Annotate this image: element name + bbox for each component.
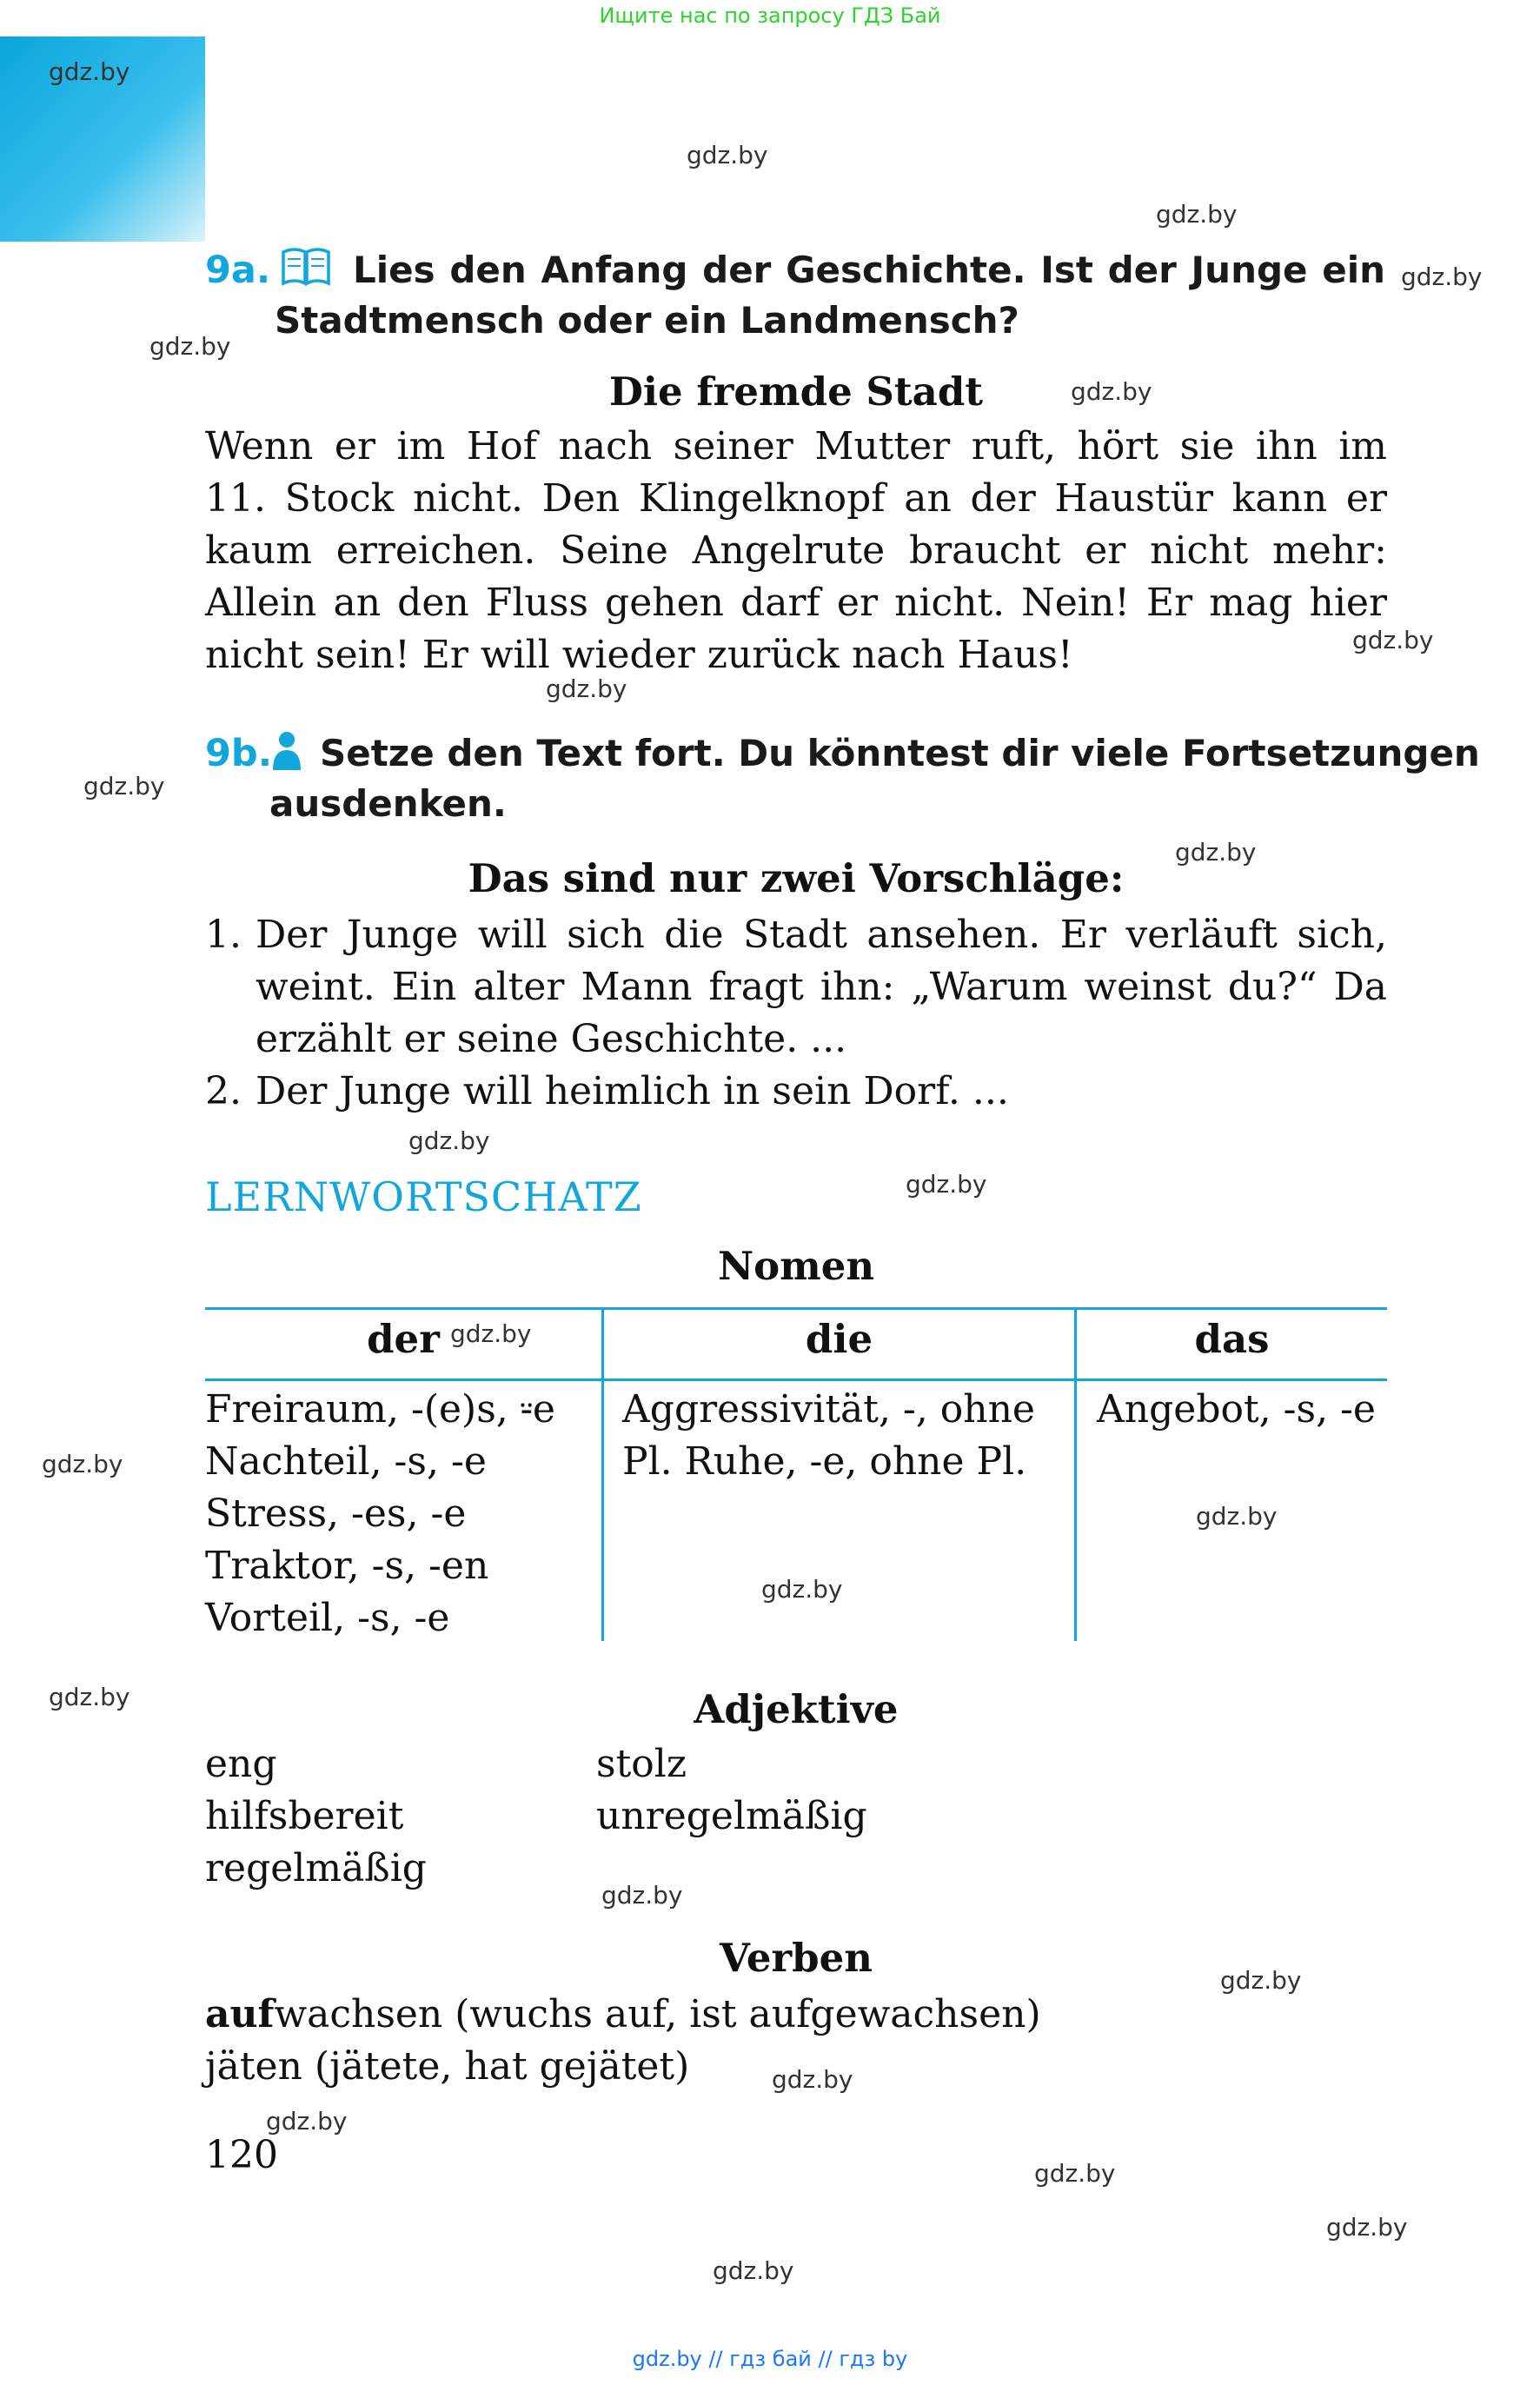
suggestions-title: Das sind nur zwei Vorschläge: [468,855,1125,901]
noun-entry: Freiraum, -(e)s, ⸚e [205,1387,555,1432]
watermark: gdz.by [761,1575,843,1604]
adjective-entry: hilfsbereit [205,1794,404,1838]
die-column [622,1384,1035,1488]
table-header-rule [205,1379,1387,1381]
noun-entry: Stress, -es, -e [205,1491,467,1536]
page-number: 120 [205,2133,278,2177]
story-text [205,421,1387,681]
task-9a-number: 9a. [205,249,271,292]
noun-entry: Aggressivität, -, ohne [622,1387,1035,1432]
top-banner: Ищите нас по запросу ГДЗ Бай [599,3,941,28]
watermark: gdz.by [906,1170,987,1199]
task-9a-line1: Lies den Anfang der Geschichte. Ist der Junge ein [353,249,1385,291]
watermark: gdz.by [83,772,165,801]
adjective-entry: unregelmäßig [596,1794,867,1838]
story-title: Die fremde Stadt [608,369,984,415]
table-header-die: die [805,1316,873,1362]
suggestion-1 [256,909,1387,1066]
story-line: Allein an den Fluss gehen darf er nicht. Nein! Er mag hier [205,581,1387,625]
table-header-das: das [1194,1316,1270,1362]
das-column [1097,1384,1376,1436]
suggestion-line: weint. Ein alter Mann fragt ihn: „Warum weinst du?“ Da [256,965,1387,1009]
adjektive-title: Adjektive [694,1686,899,1732]
watermark: gdz.by [772,2065,853,2094]
story-line: Wenn er im Hof nach seiner Mutter ruft, hört sie ihn im [205,424,1387,468]
task-9b-line1: Setze den Text fort. Du könntest dir viele Fortsetzungen [320,732,1480,774]
watermark: gdz.by [601,1881,683,1910]
book-icon [280,245,332,290]
noun-entry: Nachteil, -s, -e [205,1439,487,1484]
watermark: gdz.by [266,2107,348,2136]
story-line: nicht sein! Er will wieder zurück nach Haus! [205,633,1073,677]
adjective-entry: stolz [596,1742,687,1786]
watermark: gdz.by [1071,377,1152,406]
watermark: gdz.by [687,141,768,169]
verb-rest: wachsen (wuchs auf, ist aufgewachsen) [274,1992,1041,2036]
watermark: gdz.by [42,1450,123,1478]
footer-links: gdz.by // гдз бай // гдз by [632,2347,908,2371]
watermark: gdz.by [1352,626,1434,654]
adjective-entry: regelmäßig [205,1846,427,1890]
suggestion-line: Der Junge will sich die Stadt ansehen. Er verläuft sich, [256,913,1387,957]
table-header-der: der [367,1316,440,1362]
adjektive-column-2 [596,1738,867,1843]
person-icon [271,730,302,772]
watermark: gdz.by [1401,262,1483,291]
suggestion-line: erzählt er seine Geschichte. ... [256,1017,847,1061]
story-line: kaum erreichen. Seine Angelrute braucht er nicht mehr: [205,528,1387,573]
watermark: gdz.by [49,1683,130,1711]
verb-prefix: auf [205,1992,275,2036]
task-9b-line2: ausdenken. [269,782,507,825]
verb-entry: jäten (jätete, hat gejätet) [205,2044,690,2089]
noun-entry: Pl. Ruhe, -e, ohne Pl. [622,1439,1027,1484]
watermark: gdz.by [49,57,130,86]
noun-entry: Vorteil, -s, -e [205,1596,450,1640]
watermark: gdz.by [713,2256,794,2285]
watermark: gdz.by [1326,2213,1408,2242]
nomen-title: Nomen [717,1243,875,1289]
suggestion-2: Der Junge will heimlich in sein Dorf. ... [256,1069,1009,1113]
story-line: 11. Stock nicht. Den Klingelknopf an der Haustür kann er [205,476,1387,521]
verben-title: Verben [720,1935,873,1981]
watermark: gdz.by [1034,2159,1116,2188]
table-top-rule [205,1307,1387,1310]
task-9a-line2: Stadtmensch oder ein Landmensch? [275,299,1019,342]
watermark: gdz.by [1220,1966,1302,1995]
watermark: gdz.by [1175,838,1257,867]
noun-entry: Traktor, -s, -en [205,1544,489,1588]
noun-entry: Angebot, -s, -e [1097,1387,1376,1432]
adjective-entry: eng [205,1742,277,1786]
watermark: gdz.by [546,674,627,703]
watermark: gdz.by [1156,200,1238,229]
watermark: gdz.by [450,1319,532,1348]
task-9b-number: 9b. [205,732,273,775]
watermark: gdz.by [1196,1502,1278,1531]
verb-entry [205,1989,1041,2041]
lernwortschatz-heading: LERNWORTSCHATZ [205,1173,642,1220]
watermark: gdz.by [149,332,231,361]
watermark: gdz.by [408,1126,490,1155]
der-column [205,1384,555,1644]
adjektive-column-1 [205,1738,427,1895]
suggestion-number: 2. [205,1069,242,1113]
suggestion-number: 1. [205,913,242,957]
